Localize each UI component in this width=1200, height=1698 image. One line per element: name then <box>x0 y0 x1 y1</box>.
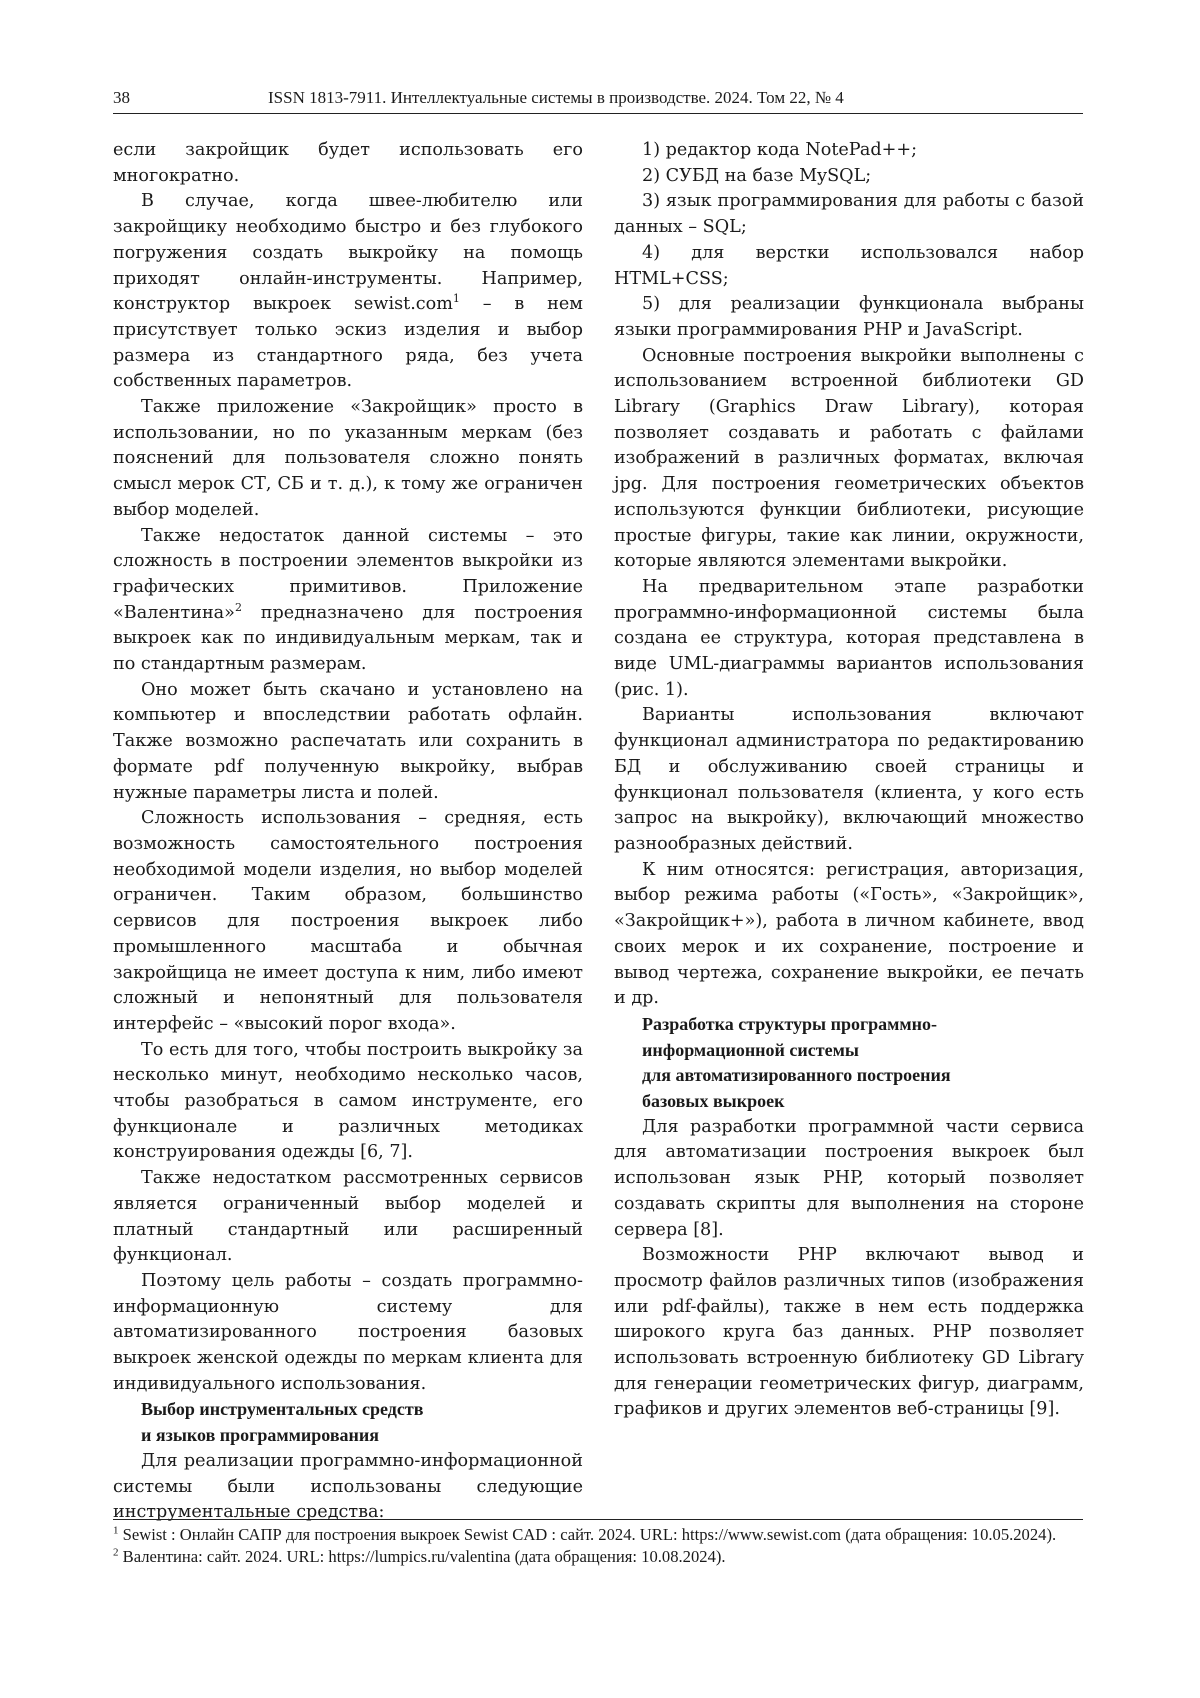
page-number: 38 <box>113 88 130 107</box>
paragraph: Также недостатком рассмотренных сервисов является ограниченный выбор моделей и платный стандартный или расширенный функционал. <box>113 1168 583 1266</box>
right-column <box>614 138 1084 1423</box>
paragraph: Возможности PHP включают вывод и просмотр файлов различных типов (изображения или pdf-файлы), также в нем есть поддержка широкого круга баз данных. PHP позволяет использовать встроенную библиотеку GD Library для генерации геометрических фигур, диаграмм, графиков и других элементов веб-страницы [9]. <box>614 1245 1084 1420</box>
list-item: 1) редактор кода NotePad++; <box>642 140 918 160</box>
paragraph: Сложность использования – средняя, есть возможность самостоятельного построения необходимой модели изделия, но выбор моделей ограничен. Таким образом, большинство сервисов для построения выкроек либо промышленного масштаба и обычная закройщица не имеет доступа к ним, либо имеют сложный и непонятный для пользователя интерфейс – «высокий порог входа». <box>113 808 583 1034</box>
list-item: 4) для верстки использовался набор HTML+CSS; <box>614 242 1084 289</box>
footnote-mark: 1 <box>113 1524 119 1537</box>
footnote: $^1$ Sewist : Онлайн САПР для построения выкроек Sewist CAD : сайт. 2024. URL: https://www.sewist.com (дата обращения: 10.05.2024). <box>113 1524 1057 1544</box>
paragraph: Для разработки программной части сервиса для автоматизации построения выкроек был использован язык PHP, который позволяет создавать скрипты для выполнения на стороне сервера [8]. <box>614 1116 1084 1240</box>
footnote-ref: 1 <box>452 292 460 306</box>
section-heading: Выбор инструментальных средств и языков программирования <box>141 1399 424 1446</box>
footnote-mark: 2 <box>113 1546 119 1559</box>
left-column <box>113 138 583 1526</box>
section-heading: Разработка структуры программно- информационной системы для автоматизированного построения базовых выкроек <box>642 1013 951 1112</box>
list-item: 5) для реализации функционала выбраны языки программирования PHP и JavaScript. <box>614 294 1084 340</box>
list-item: 2) СУБД на базе MySQL; <box>642 165 872 186</box>
paragraph: Для реализации программно-информационной системы были использованы следующие инструментальные средства: <box>113 1450 583 1523</box>
paragraph: Поэтому цель работы – создать программно-информационную систему для автоматизированного построения базовых выкроек женской одежды по меркам клиента для индивидуального использования. <box>113 1270 583 1394</box>
paragraph: На предварительном этапе разработки программно-информационной системы была создана ее структура, которая представлена в виде UML-диаграммы вариантов использования (рис. 1). <box>614 576 1084 700</box>
paragraph: Оно может быть скачано и установлено на компьютер и впоследствии работать офлайн. Также возможно распечатать или сохранить в формате pdf полученную выкройку, выбрав нужные параметры листа и полей. <box>113 679 583 803</box>
paragraph: если закройщик будет использовать его многократно. <box>113 140 583 186</box>
paragraph: Также приложение «Закройщик» просто в использовании, но по указанным меркам (без пояснений для пользователя сложно понять смысл мерок СТ, СБ и т. д.), к тому же ограничен выбор моделей. <box>113 397 583 520</box>
footnote-ref: 2 <box>234 600 242 614</box>
paragraph: Также недостаток данной системы – это сложность в построении элементов выкройки из графических примитивов. Приложение «Валентина»$^2$ предназначено для построения выкроек как по индивидуальным меркам, так и по стандартным размерам. <box>113 525 583 675</box>
paragraph: Основные построения выкройки выполнены с использованием встроенной библиотеки GD Library (Graphics Draw Library), которая позволяет создавать и работать с файлами изображений в различных форматах, включая jpg. Для построения геометрических объектов используются функции библиотеки, рисующие простые фигуры, такие как линии, окружности, которые являются элементами выкройки. <box>614 345 1084 572</box>
journal-title: ISSN 1813-7911. Интеллектуальные системы в производстве. 2024. Том 22, № 4 <box>268 88 844 107</box>
list-item: 3) язык программирования для работы с базой данных – SQL; <box>614 191 1084 238</box>
footnote: $^2$ Валентина: сайт. 2024. URL: https://lumpics.ru/valentina (дата обращения: 10.08.2024). <box>113 1546 726 1566</box>
paragraph: Варианты использования включают функционал администратора по редактированию БД и обслуживанию своей страницы и функционал пользователя (клиента, у кого есть запрос на выкройку), включающий множество разнообразных действий. <box>614 705 1084 854</box>
paragraph: В случае, когда швее-любителю или закройщику необходимо быстро и без глубокого погружения создать выкройку на помощь приходят онлайн-инструменты. Например, конструктор выкроек sewist.com$^1$ – в нем присутствует только эскиз изделия и выбор размера из стандартного ряда, без учета собственных параметров. <box>113 191 583 392</box>
running-header <box>113 88 1083 114</box>
paragraph: То есть для того, чтобы построить выкройку за несколько минут, необходимо несколько часов, чтобы разобраться в самом инструменте, его функционале и различных методиках конструирования одежды [6, 7]. <box>113 1039 583 1163</box>
paragraph: К ним относятся: регистрация, авторизация, выбор режима работы («Гость», «Закройщик», «Закройщик+»), работа в личном кабинете, ввод своих мерок и их сохранение, построение и вывод чертежа, сохранение выкройки, ее печать и др. <box>614 859 1084 1009</box>
footnotes <box>113 1524 1083 1568</box>
footnote-divider <box>113 1519 1083 1520</box>
